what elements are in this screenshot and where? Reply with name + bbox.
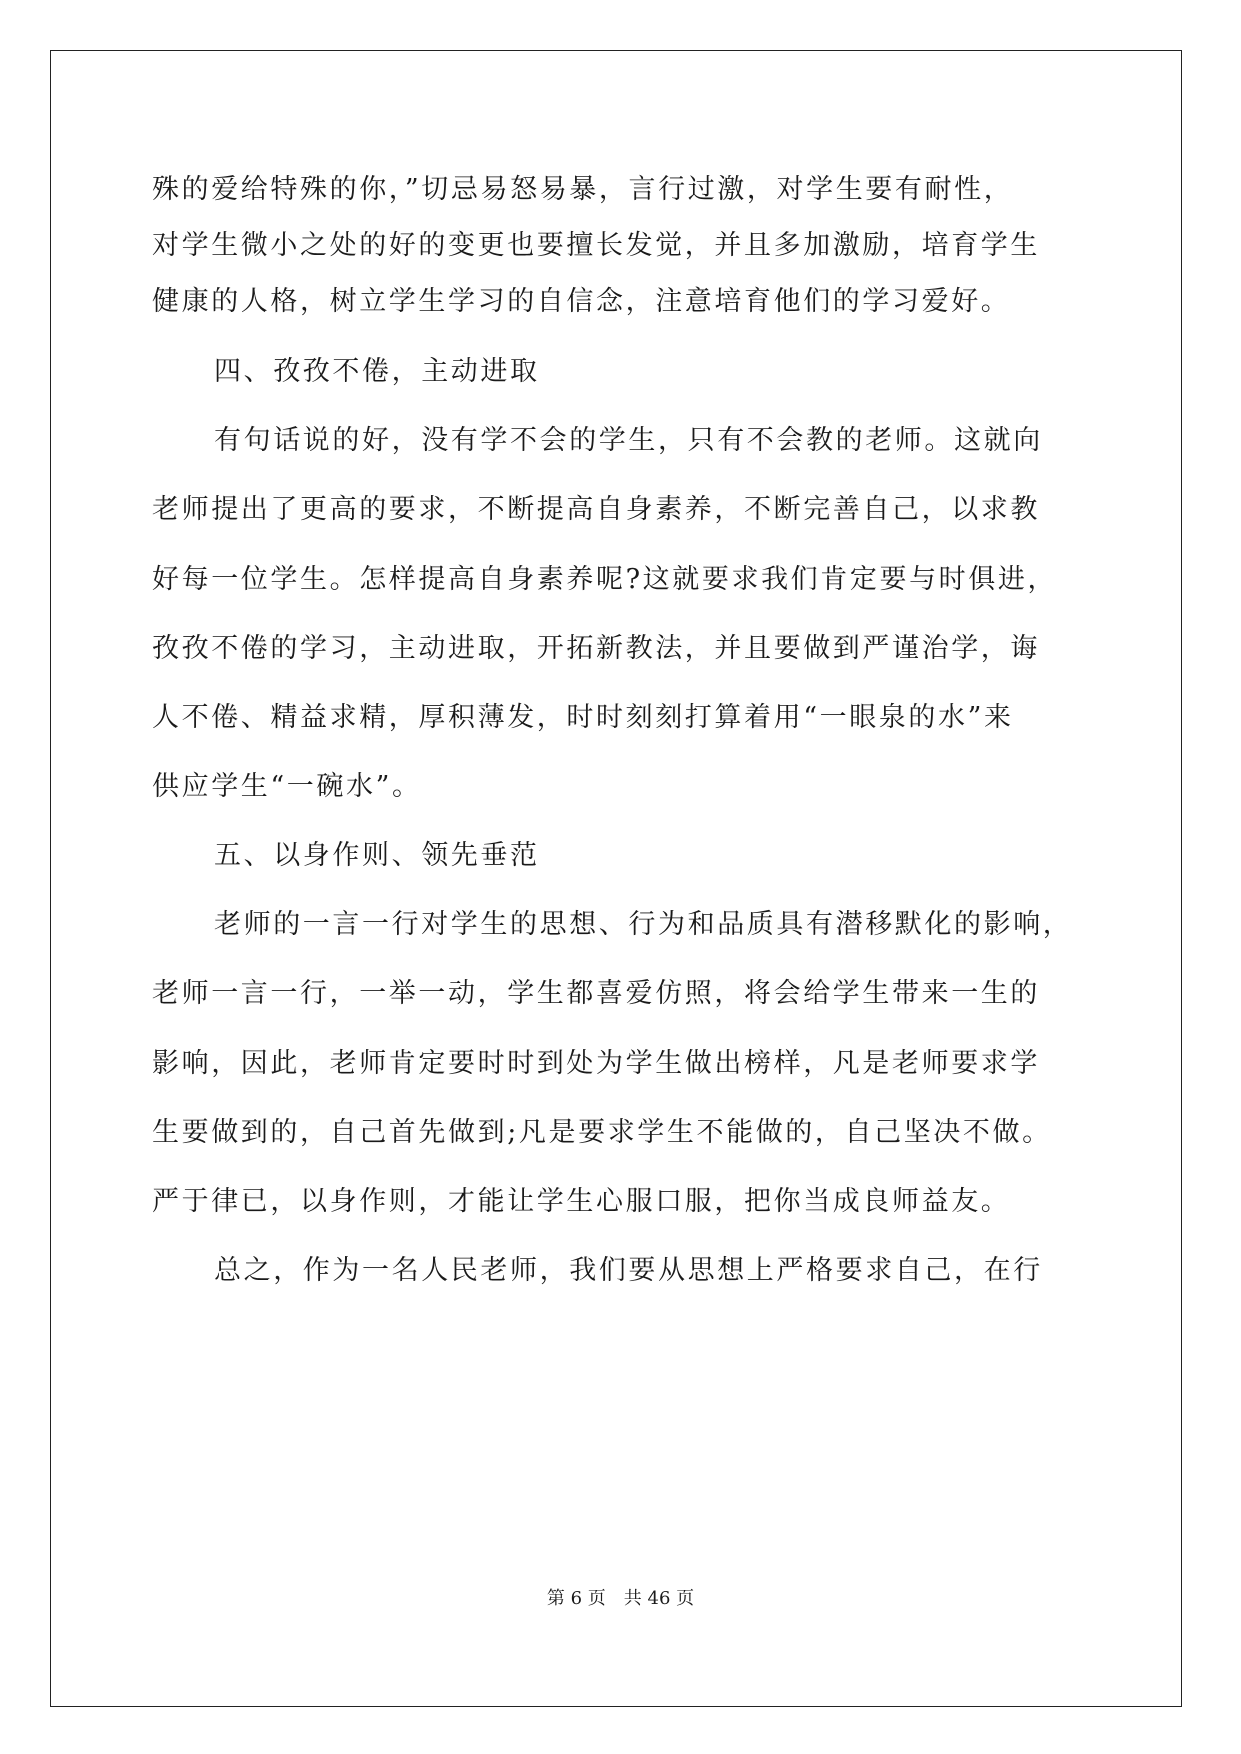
text-line: 好每一位学生。怎样提高自身素养呢?这就要求我们肯定要与时俱进， [152, 564, 1058, 595]
text-line: 殊的爱给特殊的你，”切忌易怒易暴，言行过激，对学生要有耐性， [152, 174, 1014, 205]
text-line: 对学生微小之处的好的变更也要擅长发觉，并且多加激励，培育学生 [152, 230, 1040, 261]
text-line: 孜孜不倦的学习，主动进取，开拓新教法，并且要做到严谨治学，诲 [152, 633, 1040, 664]
section-heading: 四、孜孜不倦，主动进取 [214, 356, 540, 387]
text-line: 影响，因此，老师肯定要时时到处为学生做出榜样，凡是老师要求学 [152, 1048, 1040, 1079]
text-line: 老师提出了更高的要求，不断提高自身素养，不断完善自己，以求教 [152, 494, 1040, 525]
text-line: 人不倦、精益求精，厚积薄发，时时刻刻打算着用“一眼泉的水”来 [152, 702, 1014, 733]
text-line: 有句话说的好，没有学不会的学生，只有不会教的老师。这就向 [214, 425, 1043, 456]
text-line: 老师的一言一行对学生的思想、行为和品质具有潜移默化的影响， [214, 909, 1073, 940]
section-heading: 五、以身作则、领先垂范 [214, 840, 540, 871]
text-line: 供应学生“一碗水”。 [152, 771, 422, 802]
text-line: 老师一言一行，一举一动，学生都喜爱仿照，将会给学生带来一生的 [152, 978, 1040, 1009]
text-line: 健康的人格，树立学生学习的自信念，注意培育他们的学习爱好。 [152, 286, 1011, 317]
text-line: 严于律已，以身作则，才能让学生心服口服，把你当成良师益友。 [152, 1186, 1011, 1217]
page-footer: 第 6 页 共 46 页 [546, 1588, 695, 1609]
text-line: 生要做到的，自己首先做到;凡是要求学生不能做的，自己坚决不做。 [152, 1117, 1052, 1148]
text-line: 总之，作为一名人民老师，我们要从思想上严格要求自己，在行 [214, 1255, 1043, 1286]
